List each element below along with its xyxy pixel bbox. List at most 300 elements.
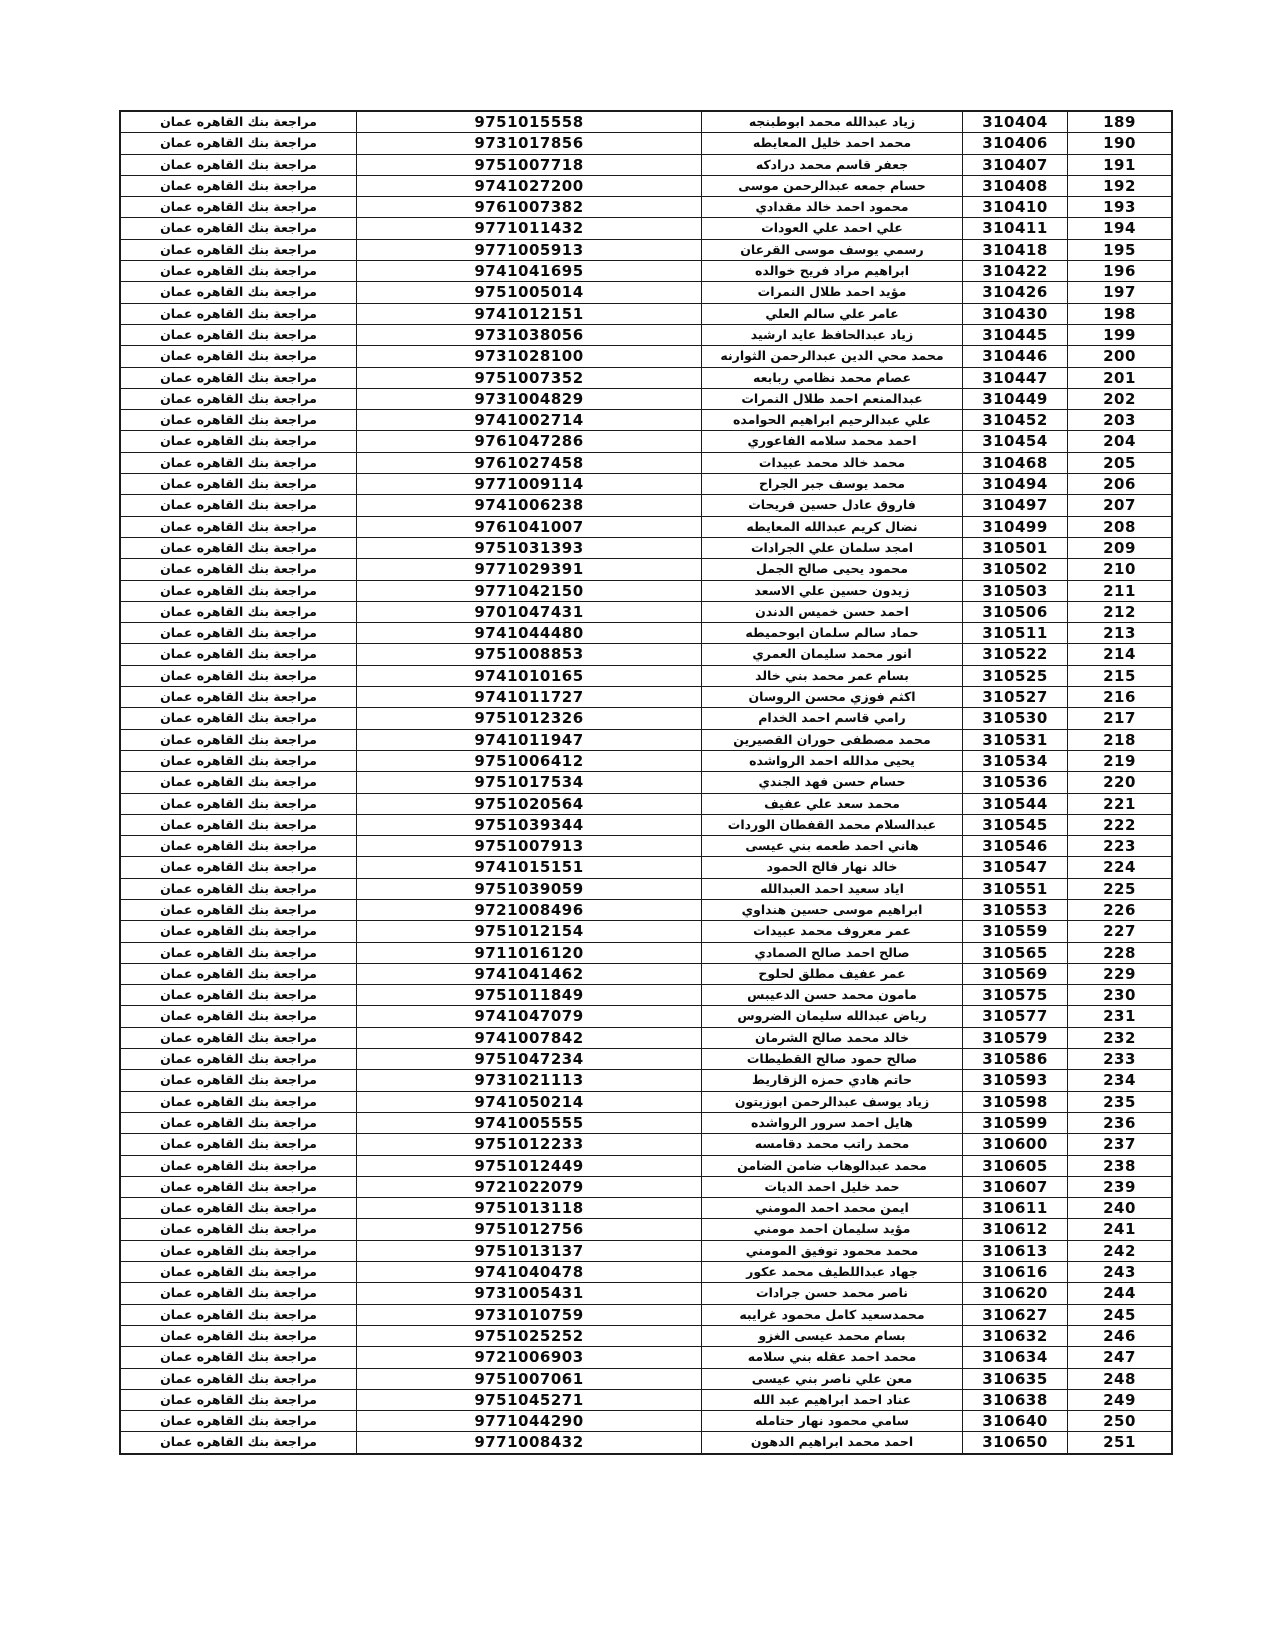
national-number-cell: 9751047234	[357, 1049, 702, 1070]
member-id-cell: 310530	[963, 708, 1068, 729]
national-number-cell: 9741044480	[357, 623, 702, 644]
table-row	[120, 1325, 1172, 1346]
serial-number-cell: 209	[1068, 537, 1173, 558]
member-id-cell: 310452	[963, 410, 1068, 431]
table-row	[120, 750, 1172, 771]
serial-number-cell: 246	[1068, 1325, 1173, 1346]
serial-number-cell: 235	[1068, 1091, 1173, 1112]
table-row	[120, 814, 1172, 835]
bank-review-note-cell: مراجعة بنك القاهره عمان	[120, 303, 357, 324]
bank-review-note-cell: مراجعة بنك القاهره عمان	[120, 942, 357, 963]
bank-review-note-cell: مراجعة بنك القاهره عمان	[120, 878, 357, 899]
national-number-cell: 9741040478	[357, 1262, 702, 1283]
national-number-cell: 9741010165	[357, 665, 702, 686]
member-id-cell: 310611	[963, 1198, 1068, 1219]
full-name-cell: حماد سالم سلمان ابوحميطه	[702, 623, 963, 644]
full-name-cell: حسام جمعه عبدالرحمن موسى	[702, 175, 963, 196]
table-row	[120, 601, 1172, 622]
serial-number-cell: 227	[1068, 921, 1173, 942]
table-row	[120, 1219, 1172, 1240]
serial-number-cell: 234	[1068, 1070, 1173, 1091]
bank-review-note-cell: مراجعة بنك القاهره عمان	[120, 154, 357, 175]
bank-review-note-cell: مراجعة بنك القاهره عمان	[120, 1198, 357, 1219]
national-number-cell: 9741015151	[357, 857, 702, 878]
national-number-cell: 9741050214	[357, 1091, 702, 1112]
bank-review-note-cell: مراجعة بنك القاهره عمان	[120, 1432, 357, 1454]
member-id-cell: 310632	[963, 1325, 1068, 1346]
table-row	[120, 1112, 1172, 1133]
table-row	[120, 495, 1172, 516]
bank-review-note-cell: مراجعة بنك القاهره عمان	[120, 282, 357, 303]
bank-review-note-cell: مراجعة بنك القاهره عمان	[120, 1347, 357, 1368]
full-name-cell: محمد محي الدين عبدالرحمن الثوارنه	[702, 346, 963, 367]
member-id-cell: 310422	[963, 261, 1068, 282]
member-id-cell: 310627	[963, 1304, 1068, 1325]
member-id-cell: 310410	[963, 197, 1068, 218]
full-name-cell: محمود يحيى صالح الجمل	[702, 559, 963, 580]
member-id-cell: 310506	[963, 601, 1068, 622]
serial-number-cell: 233	[1068, 1049, 1173, 1070]
national-number-cell: 9731004829	[357, 388, 702, 409]
table-row	[120, 388, 1172, 409]
national-number-cell: 9771011432	[357, 218, 702, 239]
table-row	[120, 857, 1172, 878]
full-name-cell: يحيى مدالله احمد الرواشده	[702, 750, 963, 771]
table-row	[120, 1240, 1172, 1261]
table-row	[120, 154, 1172, 175]
national-number-cell: 9731028100	[357, 346, 702, 367]
serial-number-cell: 248	[1068, 1368, 1173, 1389]
bank-review-note-cell: مراجعة بنك القاهره عمان	[120, 218, 357, 239]
member-id-cell: 310635	[963, 1368, 1068, 1389]
bank-review-note-cell: مراجعة بنك القاهره عمان	[120, 1283, 357, 1304]
member-id-cell: 310620	[963, 1283, 1068, 1304]
table-row	[120, 559, 1172, 580]
bank-review-note-cell: مراجعة بنك القاهره عمان	[120, 133, 357, 154]
full-name-cell: امجد سلمان علي الجرادات	[702, 537, 963, 558]
bank-review-note-cell: مراجعة بنك القاهره عمان	[120, 644, 357, 665]
full-name-cell: احمد محمد ابراهيم الدهون	[702, 1432, 963, 1454]
full-name-cell: عامر علي سالم العلي	[702, 303, 963, 324]
national-number-cell: 9751012233	[357, 1134, 702, 1155]
bank-review-note-cell: مراجعة بنك القاهره عمان	[120, 899, 357, 920]
bank-review-note-cell: مراجعة بنك القاهره عمان	[120, 261, 357, 282]
full-name-cell: مامون محمد حسن الدعيبس	[702, 985, 963, 1006]
bank-review-note-cell: مراجعة بنك القاهره عمان	[120, 814, 357, 835]
national-number-cell: 9771042150	[357, 580, 702, 601]
member-id-cell: 310502	[963, 559, 1068, 580]
full-name-cell: علي عبدالرحيم ابراهيم الحوامده	[702, 410, 963, 431]
full-name-cell: خالد محمد صالح الشرمان	[702, 1027, 963, 1048]
national-number-cell: 9741002714	[357, 410, 702, 431]
table-row	[120, 772, 1172, 793]
table-row	[120, 1389, 1172, 1410]
member-id-cell: 310411	[963, 218, 1068, 239]
national-number-cell: 9751020564	[357, 793, 702, 814]
member-id-cell: 310600	[963, 1134, 1068, 1155]
national-number-cell: 9751039059	[357, 878, 702, 899]
member-id-cell: 310534	[963, 750, 1068, 771]
serial-number-cell: 199	[1068, 324, 1173, 345]
serial-number-cell: 206	[1068, 474, 1173, 495]
national-number-cell: 9751012449	[357, 1155, 702, 1176]
full-name-cell: عبدالمنعم احمد طلال النمرات	[702, 388, 963, 409]
serial-number-cell: 232	[1068, 1027, 1173, 1048]
table-row	[120, 239, 1172, 260]
full-name-cell: عصام محمد نظامي ربابعه	[702, 367, 963, 388]
full-name-cell: محمد يوسف جبر الجراح	[702, 474, 963, 495]
member-id-cell: 310577	[963, 1006, 1068, 1027]
bank-review-note-cell: مراجعة بنك القاهره عمان	[120, 346, 357, 367]
table-row	[120, 836, 1172, 857]
member-id-cell: 310547	[963, 857, 1068, 878]
member-id-cell: 310449	[963, 388, 1068, 409]
national-number-cell: 9741007842	[357, 1027, 702, 1048]
serial-number-cell: 210	[1068, 559, 1173, 580]
national-number-cell: 9751011849	[357, 985, 702, 1006]
full-name-cell: ابراهيم مراد فريح خوالده	[702, 261, 963, 282]
bank-review-note-cell: مراجعة بنك القاهره عمان	[120, 793, 357, 814]
full-name-cell: عمر عفيف مطلق لحلوح	[702, 963, 963, 984]
table-row	[120, 985, 1172, 1006]
serial-number-cell: 192	[1068, 175, 1173, 196]
bank-review-note-cell: مراجعة بنك القاهره عمان	[120, 1134, 357, 1155]
serial-number-cell: 203	[1068, 410, 1173, 431]
national-number-cell: 9751017534	[357, 772, 702, 793]
table-row	[120, 1283, 1172, 1304]
member-id-cell: 310418	[963, 239, 1068, 260]
bank-review-note-cell: مراجعة بنك القاهره عمان	[120, 1027, 357, 1048]
bank-review-note-cell: مراجعة بنك القاهره عمان	[120, 175, 357, 196]
national-number-cell: 9751012154	[357, 921, 702, 942]
bank-review-note-cell: مراجعة بنك القاهره عمان	[120, 516, 357, 537]
full-name-cell: هاني احمد طعمه بني عيسى	[702, 836, 963, 857]
member-id-cell: 310468	[963, 452, 1068, 473]
national-number-cell: 9731005431	[357, 1283, 702, 1304]
table-row	[120, 537, 1172, 558]
national-number-cell: 9741027200	[357, 175, 702, 196]
serial-number-cell: 205	[1068, 452, 1173, 473]
table-row	[120, 1176, 1172, 1197]
full-name-cell: محمدسعيد كامل محمود غرايبه	[702, 1304, 963, 1325]
full-name-cell: سامي محمود نهار حتامله	[702, 1411, 963, 1432]
national-number-cell: 9721006903	[357, 1347, 702, 1368]
serial-number-cell: 236	[1068, 1112, 1173, 1133]
serial-number-cell: 242	[1068, 1240, 1173, 1261]
bank-review-note-cell: مراجعة بنك القاهره عمان	[120, 324, 357, 345]
national-number-cell: 9731021113	[357, 1070, 702, 1091]
full-name-cell: اكثم فوزي محسن الروسان	[702, 687, 963, 708]
full-name-cell: رياض عبدالله سليمان الضروس	[702, 1006, 963, 1027]
national-number-cell: 9771009114	[357, 474, 702, 495]
member-id-cell: 310445	[963, 324, 1068, 345]
bank-review-note-cell: مراجعة بنك القاهره عمان	[120, 1049, 357, 1070]
table-row	[120, 708, 1172, 729]
member-id-cell: 310404	[963, 111, 1068, 133]
national-number-cell: 9741041695	[357, 261, 702, 282]
bank-review-note-cell: مراجعة بنك القاهره عمان	[120, 1389, 357, 1410]
serial-number-cell: 207	[1068, 495, 1173, 516]
table-row	[120, 1262, 1172, 1283]
national-number-cell: 9761027458	[357, 452, 702, 473]
full-name-cell: محمود احمد خالد مقدادي	[702, 197, 963, 218]
bank-review-note-cell: مراجعة بنك القاهره عمان	[120, 1112, 357, 1133]
bank-review-note-cell: مراجعة بنك القاهره عمان	[120, 687, 357, 708]
full-name-cell: احمد حسن خميس الدندن	[702, 601, 963, 622]
national-number-cell: 9751007061	[357, 1368, 702, 1389]
full-name-cell: محمد احمد عقله بني سلامه	[702, 1347, 963, 1368]
bank-review-note-cell: مراجعة بنك القاهره عمان	[120, 559, 357, 580]
table-row	[120, 942, 1172, 963]
roster-table	[119, 110, 1173, 1455]
national-number-cell: 9721022079	[357, 1176, 702, 1197]
member-id-cell: 310525	[963, 665, 1068, 686]
bank-review-note-cell: مراجعة بنك القاهره عمان	[120, 963, 357, 984]
national-number-cell: 9751025252	[357, 1325, 702, 1346]
national-number-cell: 9741005555	[357, 1112, 702, 1133]
serial-number-cell: 231	[1068, 1006, 1173, 1027]
bank-review-note-cell: مراجعة بنك القاهره عمان	[120, 1411, 357, 1432]
member-id-cell: 310553	[963, 899, 1068, 920]
table-row	[120, 431, 1172, 452]
full-name-cell: بسام عمر محمد بني خالد	[702, 665, 963, 686]
full-name-cell: محمد خالد محمد عبيدات	[702, 452, 963, 473]
bank-review-note-cell: مراجعة بنك القاهره عمان	[120, 836, 357, 857]
bank-review-note-cell: مراجعة بنك القاهره عمان	[120, 857, 357, 878]
national-number-cell: 9761041007	[357, 516, 702, 537]
member-id-cell: 310531	[963, 729, 1068, 750]
national-number-cell: 9741012151	[357, 303, 702, 324]
full-name-cell: علي احمد علي العودات	[702, 218, 963, 239]
serial-number-cell: 190	[1068, 133, 1173, 154]
full-name-cell: حمد خليل احمد الديات	[702, 1176, 963, 1197]
full-name-cell: محمد احمد خليل المعايطه	[702, 133, 963, 154]
full-name-cell: محمد مصطفى حوران القصيرين	[702, 729, 963, 750]
serial-number-cell: 230	[1068, 985, 1173, 1006]
serial-number-cell: 191	[1068, 154, 1173, 175]
full-name-cell: محمد سعد علي عفيف	[702, 793, 963, 814]
full-name-cell: مؤيد سليمان احمد مومني	[702, 1219, 963, 1240]
serial-number-cell: 228	[1068, 942, 1173, 963]
serial-number-cell: 204	[1068, 431, 1173, 452]
national-number-cell: 9741047079	[357, 1006, 702, 1027]
serial-number-cell: 217	[1068, 708, 1173, 729]
serial-number-cell: 219	[1068, 750, 1173, 771]
member-id-cell: 310616	[963, 1262, 1068, 1283]
national-number-cell: 9751045271	[357, 1389, 702, 1410]
national-number-cell: 9751005014	[357, 282, 702, 303]
serial-number-cell: 225	[1068, 878, 1173, 899]
full-name-cell: زيدون حسين علي الاسعد	[702, 580, 963, 601]
member-id-cell: 310545	[963, 814, 1068, 835]
full-name-cell: اياد سعيد احمد العبدالله	[702, 878, 963, 899]
bank-review-note-cell: مراجعة بنك القاهره عمان	[120, 367, 357, 388]
table-row	[120, 1411, 1172, 1432]
table-row	[120, 1070, 1172, 1091]
bank-review-note-cell: مراجعة بنك القاهره عمان	[120, 1155, 357, 1176]
full-name-cell: رسمي يوسف موسى القرعان	[702, 239, 963, 260]
full-name-cell: مؤيد احمد طلال النمرات	[702, 282, 963, 303]
full-name-cell: زياد عبدالحافظ عايد ارشيد	[702, 324, 963, 345]
member-id-cell: 310575	[963, 985, 1068, 1006]
bank-review-note-cell: مراجعة بنك القاهره عمان	[120, 750, 357, 771]
table-row	[120, 367, 1172, 388]
national-number-cell: 9771005913	[357, 239, 702, 260]
member-id-cell: 310511	[963, 623, 1068, 644]
member-id-cell: 310638	[963, 1389, 1068, 1410]
national-number-cell: 9751039344	[357, 814, 702, 835]
table-row	[120, 1006, 1172, 1027]
table-row	[120, 1155, 1172, 1176]
serial-number-cell: 250	[1068, 1411, 1173, 1432]
member-id-cell: 310499	[963, 516, 1068, 537]
full-name-cell: ايمن محمد احمد المومني	[702, 1198, 963, 1219]
serial-number-cell: 244	[1068, 1283, 1173, 1304]
table-row	[120, 282, 1172, 303]
serial-number-cell: 220	[1068, 772, 1173, 793]
full-name-cell: محمد عبدالوهاب ضامن الضامن	[702, 1155, 963, 1176]
member-id-cell: 310640	[963, 1411, 1068, 1432]
full-name-cell: صالح حمود صالح القطيطات	[702, 1049, 963, 1070]
table-row	[120, 324, 1172, 345]
member-id-cell: 310503	[963, 580, 1068, 601]
serial-number-cell: 247	[1068, 1347, 1173, 1368]
table-row	[120, 1368, 1172, 1389]
serial-number-cell: 249	[1068, 1389, 1173, 1410]
bank-review-note-cell: مراجعة بنك القاهره عمان	[120, 1368, 357, 1389]
table-row	[120, 346, 1172, 367]
table-row	[120, 133, 1172, 154]
national-number-cell: 9751012756	[357, 1219, 702, 1240]
table-row	[120, 687, 1172, 708]
bank-review-note-cell: مراجعة بنك القاهره عمان	[120, 623, 357, 644]
serial-number-cell: 193	[1068, 197, 1173, 218]
member-id-cell: 310599	[963, 1112, 1068, 1133]
bank-review-note-cell: مراجعة بنك القاهره عمان	[120, 111, 357, 133]
full-name-cell: خالد نهار فالح الحمود	[702, 857, 963, 878]
bank-review-note-cell: مراجعة بنك القاهره عمان	[120, 431, 357, 452]
table-row	[120, 921, 1172, 942]
serial-number-cell: 238	[1068, 1155, 1173, 1176]
table-row	[120, 197, 1172, 218]
table-row	[120, 623, 1172, 644]
national-number-cell: 9751007913	[357, 836, 702, 857]
serial-number-cell: 251	[1068, 1432, 1173, 1454]
bank-review-note-cell: مراجعة بنك القاهره عمان	[120, 474, 357, 495]
member-id-cell: 310634	[963, 1347, 1068, 1368]
member-id-cell: 310527	[963, 687, 1068, 708]
full-name-cell: فاروق عادل حسين فريحات	[702, 495, 963, 516]
serial-number-cell: 198	[1068, 303, 1173, 324]
national-number-cell: 9751013137	[357, 1240, 702, 1261]
member-id-cell: 310406	[963, 133, 1068, 154]
table-row	[120, 1091, 1172, 1112]
table-row	[120, 410, 1172, 431]
serial-number-cell: 239	[1068, 1176, 1173, 1197]
national-number-cell: 9751006412	[357, 750, 702, 771]
serial-number-cell: 201	[1068, 367, 1173, 388]
serial-number-cell: 241	[1068, 1219, 1173, 1240]
national-number-cell: 9751012326	[357, 708, 702, 729]
member-id-cell: 310565	[963, 942, 1068, 963]
table-row	[120, 516, 1172, 537]
table-row	[120, 303, 1172, 324]
national-number-cell: 9741011947	[357, 729, 702, 750]
national-number-cell: 9751031393	[357, 537, 702, 558]
national-number-cell: 9751007718	[357, 154, 702, 175]
national-number-cell: 9731017856	[357, 133, 702, 154]
member-id-cell: 310605	[963, 1155, 1068, 1176]
member-id-cell: 310494	[963, 474, 1068, 495]
bank-review-note-cell: مراجعة بنك القاهره عمان	[120, 985, 357, 1006]
serial-number-cell: 240	[1068, 1198, 1173, 1219]
bank-review-note-cell: مراجعة بنك القاهره عمان	[120, 537, 357, 558]
bank-review-note-cell: مراجعة بنك القاهره عمان	[120, 1176, 357, 1197]
table-row	[120, 1027, 1172, 1048]
member-id-cell: 310501	[963, 537, 1068, 558]
full-name-cell: احمد محمد سلامه الفاعوري	[702, 431, 963, 452]
serial-number-cell: 212	[1068, 601, 1173, 622]
full-name-cell: محمد محمود توفيق المومني	[702, 1240, 963, 1261]
table-row	[120, 1304, 1172, 1325]
full-name-cell: حاتم هادي حمزه الزقاريط	[702, 1070, 963, 1091]
bank-review-note-cell: مراجعة بنك القاهره عمان	[120, 1091, 357, 1112]
serial-number-cell: 222	[1068, 814, 1173, 835]
table-row	[120, 1198, 1172, 1219]
bank-review-note-cell: مراجعة بنك القاهره عمان	[120, 197, 357, 218]
member-id-cell: 310426	[963, 282, 1068, 303]
full-name-cell: جعفر قاسم محمد درادكه	[702, 154, 963, 175]
national-number-cell: 9761047286	[357, 431, 702, 452]
national-number-cell: 9761007382	[357, 197, 702, 218]
table-row	[120, 899, 1172, 920]
full-name-cell: عبدالسلام محمد القفطان الوردات	[702, 814, 963, 835]
serial-number-cell: 214	[1068, 644, 1173, 665]
table-row	[120, 218, 1172, 239]
bank-review-note-cell: مراجعة بنك القاهره عمان	[120, 388, 357, 409]
bank-review-note-cell: مراجعة بنك القاهره عمان	[120, 708, 357, 729]
serial-number-cell: 223	[1068, 836, 1173, 857]
full-name-cell: نضال كريم عبدالله المعايطه	[702, 516, 963, 537]
member-id-cell: 310569	[963, 963, 1068, 984]
member-id-cell: 310607	[963, 1176, 1068, 1197]
bank-review-note-cell: مراجعة بنك القاهره عمان	[120, 1325, 357, 1346]
national-number-cell: 9741041462	[357, 963, 702, 984]
bank-review-note-cell: مراجعة بنك القاهره عمان	[120, 1240, 357, 1261]
national-number-cell: 9751015558	[357, 111, 702, 133]
full-name-cell: حسام حسن فهد الجندي	[702, 772, 963, 793]
full-name-cell: رامي قاسم احمد الخدام	[702, 708, 963, 729]
serial-number-cell: 208	[1068, 516, 1173, 537]
bank-review-note-cell: مراجعة بنك القاهره عمان	[120, 1006, 357, 1027]
full-name-cell: جهاد عبداللطيف محمد عكور	[702, 1262, 963, 1283]
serial-number-cell: 221	[1068, 793, 1173, 814]
bank-review-note-cell: مراجعة بنك القاهره عمان	[120, 921, 357, 942]
table-row	[120, 665, 1172, 686]
bank-review-note-cell: مراجعة بنك القاهره عمان	[120, 665, 357, 686]
serial-number-cell: 245	[1068, 1304, 1173, 1325]
bank-review-note-cell: مراجعة بنك القاهره عمان	[120, 1304, 357, 1325]
national-number-cell: 9721008496	[357, 899, 702, 920]
full-name-cell: ابراهيم موسى حسين هنداوي	[702, 899, 963, 920]
serial-number-cell: 197	[1068, 282, 1173, 303]
serial-number-cell: 237	[1068, 1134, 1173, 1155]
serial-number-cell: 196	[1068, 261, 1173, 282]
table-row	[120, 1432, 1172, 1454]
bank-review-note-cell: مراجعة بنك القاهره عمان	[120, 1070, 357, 1091]
table-row	[120, 1049, 1172, 1070]
serial-number-cell: 216	[1068, 687, 1173, 708]
